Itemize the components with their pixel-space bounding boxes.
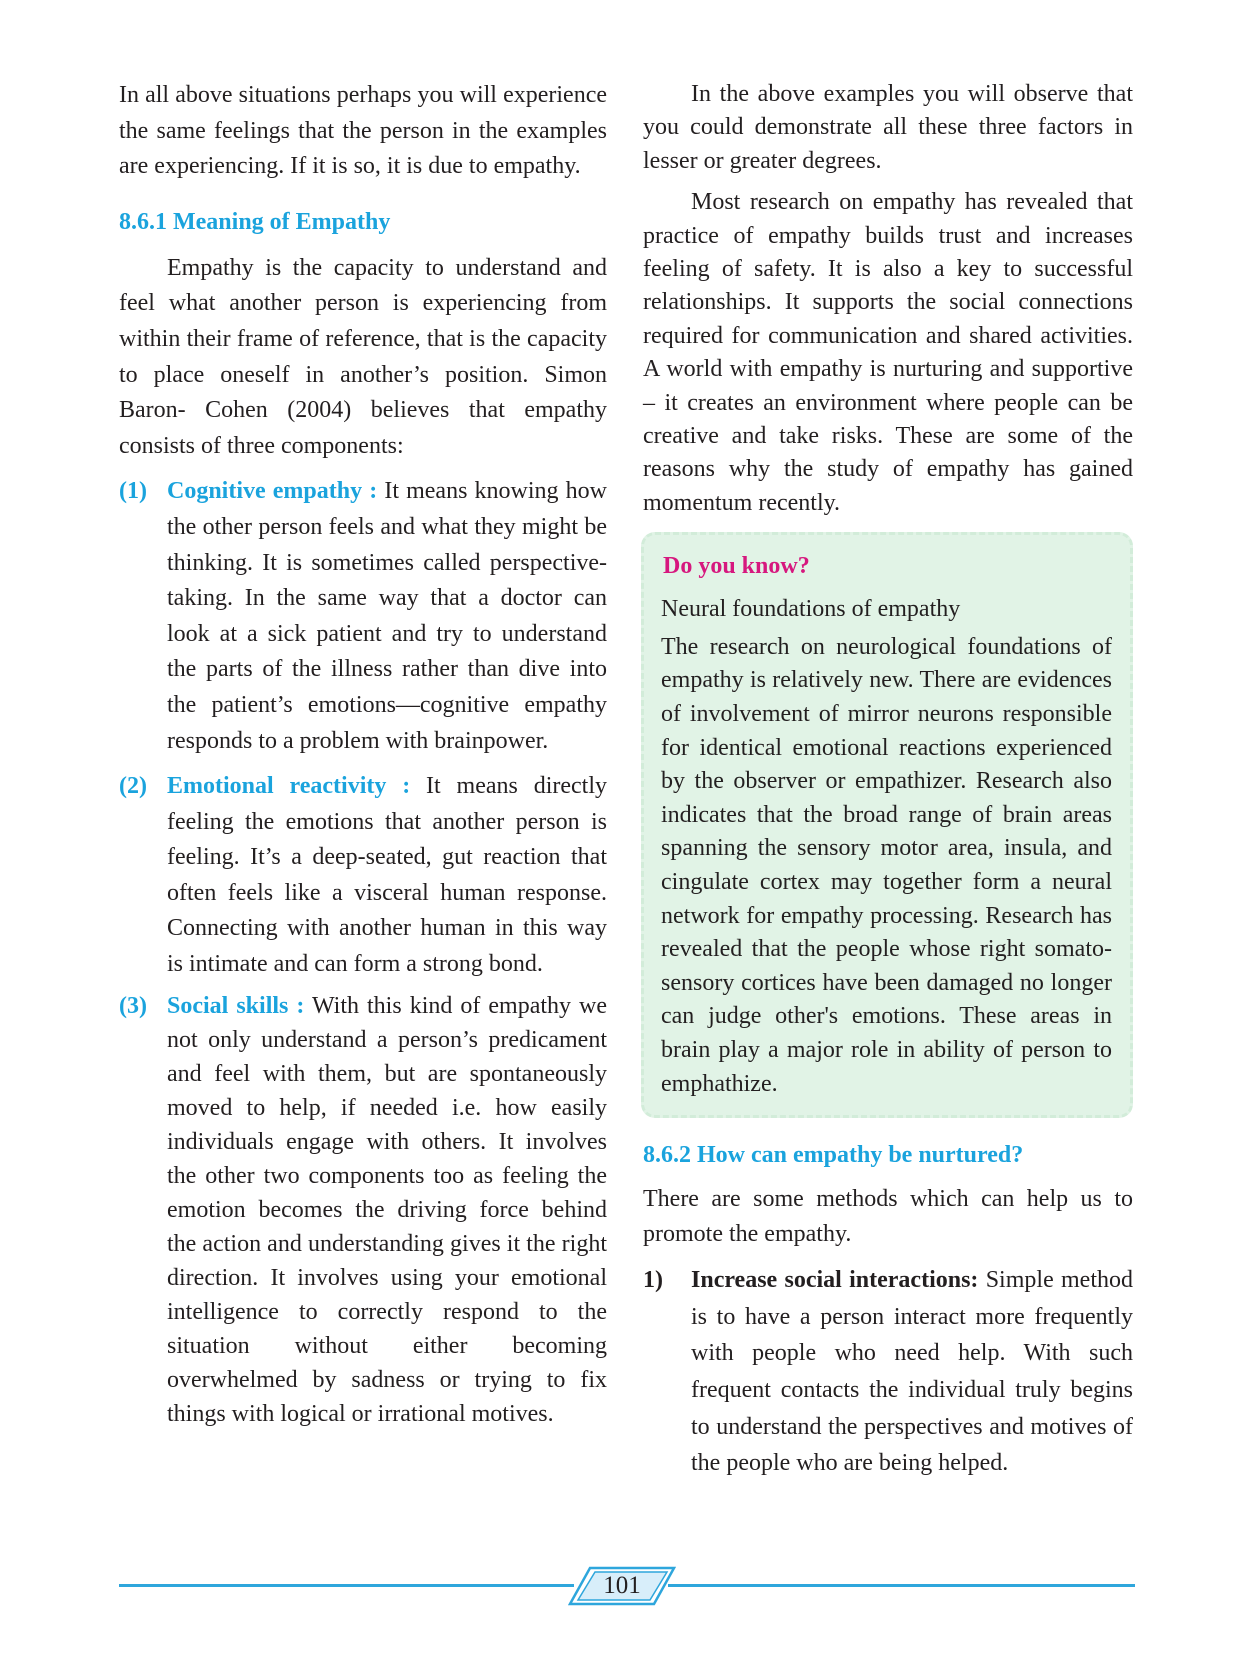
method-text: Simple method is to have a person interact more frequently with people who need help. With such frequent contacts the individual truly begins to understand the perspectives and motives of the people who are being helped. [691,1267,1133,1477]
research-paragraph: Most research on empathy has revealed that practice of empathy builds trust and increases feeling of safety. It is also a key to successful relationships. It supports the social connections required for communication and shared activities. A world with empathy is nurturing and supportive – it creates an environment where people can be creative and take risks. These are some of the reasons why the study of empathy has gained momentum recently. [643,189,1133,516]
component-text: It means directly feeling the emotions that another person is feeling. It’s a deep-seated, gut reaction that often feels like a visceral human response. Connecting with another human in this way is intimate and can form a strong bond. [167,773,607,978]
method-number: 1) [643,1267,663,1294]
component-text: It means knowing how the other person feels and what they might be thinking. It is sometimes called perspective-taking. In the same way that a doctor can look at a sick patient and try to understand the parts of the illness rather than dive into the patient’s emotions—cognitive empathy responds to a problem with brainpower. [167,478,607,754]
component-number: (1) [119,478,147,505]
page-number: 101 [603,1572,641,1599]
meaning-paragraph: Empathy is the capacity to understand and feel what another person is experiencing from within their frame of reference, that is the capacity to place oneself in another’s position. Simon Baron- Cohen (2004) believes that empathy consists of three components: [119,254,607,459]
method-item-1 [643,1262,1133,1482]
component-item-1 [119,474,607,759]
observe-paragraph: In the above examples you will observe that you could demonstrate all these three factors in lesser or greater degrees. [643,81,1133,174]
component-term: Social skills : [167,992,305,1019]
component-number: (3) [119,992,147,1019]
component-item-3 [119,989,607,1431]
page-number-badge [568,1566,676,1606]
footer-rule-right [668,1584,1135,1587]
intro-paragraph: In all above situations perhaps you will experience the same feelings that the person in the examples are experiencing. If it is so, it is due to empathy. [119,82,607,180]
box-body: The research on neurological foundations of empathy is relatively new. There are evidences of involvement of mirror neurons responsible for identical emotional reactions experienced by the observer or empathizer. Research also indicates that the broad range of brain areas spanning the sensory motor area, insula, and cingulate cortex may together form a neural network for empathy processing. Research has revealed that the people whose right somato-sensory cortices have been damaged no longer can judge other's emotions. These areas in brain play a major role in ability of person to emphathize. [661,633,1112,1097]
footer-rule-left [119,1584,574,1587]
did-you-know-box [641,532,1133,1118]
methods-intro-paragraph: There are some methods which can help us to promote the empathy. [643,1186,1133,1248]
left-column [119,78,607,1431]
section-heading-8-6-1: 8.6.1 Meaning of Empathy [119,208,391,235]
component-number: (2) [119,773,147,800]
section-heading-8-6-2: 8.6.2 How can empathy be nurtured? [643,1142,1024,1169]
component-term: Emotional reactivity : [167,773,411,800]
component-text: With this kind of empathy we not only understand a person’s predicament and feel with them, but are spontaneously moved to help, if needed i.e. how easily individuals engage with others. It involves the other two components too as feeling the emotion becomes the driving force behind the action and understanding gives it the right direction. It involves using your emotional intelligence to correctly respond to the situation without either becoming overwhelmed by sadness or trying to fix things with logical or irrational motives. [167,992,608,1427]
box-title: Do you know? [663,553,810,580]
right-column [643,78,1133,1482]
component-term: Cognitive empathy : [167,478,378,505]
method-term: Increase social interactions: [691,1267,979,1294]
box-subtitle: Neural foundations of empathy [661,596,961,623]
component-item-2 [119,769,607,983]
